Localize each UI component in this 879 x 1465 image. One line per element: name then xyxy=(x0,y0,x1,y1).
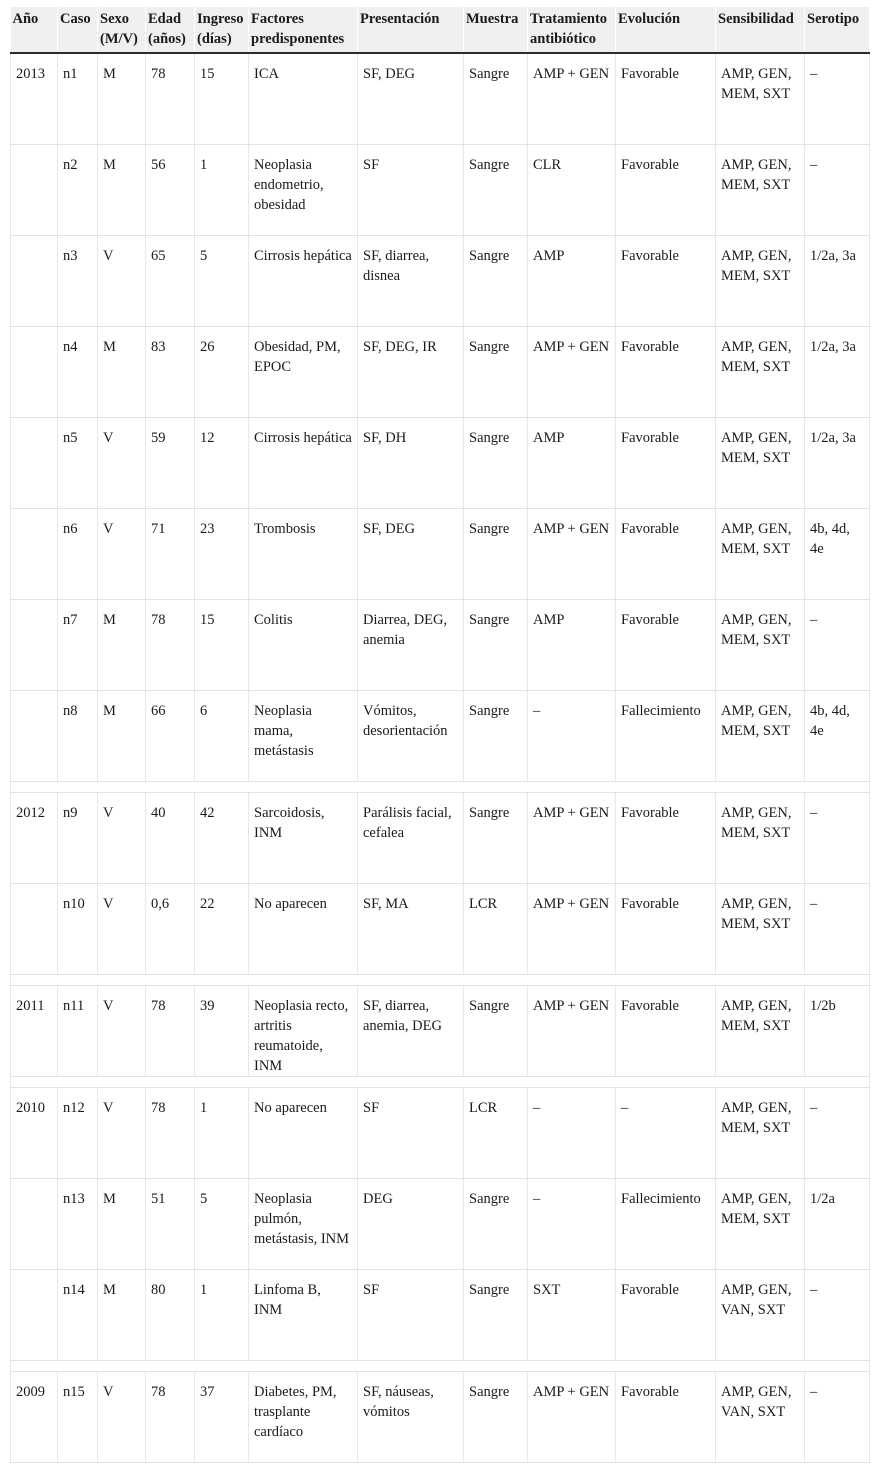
cell-case: n3 xyxy=(58,235,98,326)
cell-admission: 1 xyxy=(195,1269,249,1360)
group-separator xyxy=(11,974,870,985)
cell-admission: 12 xyxy=(195,417,249,508)
column-header-sample xyxy=(464,7,528,53)
cell-outcome: Favorable xyxy=(616,792,716,883)
cell-presentation: DEG xyxy=(358,1178,464,1269)
cell-case: n12 xyxy=(58,1087,98,1178)
cell-antibiotic-treatment: AMP + GEN xyxy=(528,985,616,1076)
cell-sex: M xyxy=(98,53,146,144)
cell-predisposing-factors: Neoplasia recto, artritis reumatoide, INM xyxy=(249,985,358,1076)
cell-antibiotic-treatment: AMP + GEN xyxy=(528,792,616,883)
cell-admission: 6 xyxy=(195,690,249,781)
cell-antibiotic-treatment: CLR xyxy=(528,144,616,235)
column-header-line: Edad xyxy=(148,11,182,27)
column-header-presentation xyxy=(358,7,464,53)
cell-case: n6 xyxy=(58,508,98,599)
table-row xyxy=(11,985,870,1076)
cell-antibiotic-treatment: SXT xyxy=(528,1269,616,1360)
cell-sex: M xyxy=(98,1269,146,1360)
cell-sensitivity: AMP, GEN, MEM, SXT xyxy=(716,690,805,781)
cell-case: n11 xyxy=(58,985,98,1076)
cell-sensitivity: AMP, GEN, MEM, SXT xyxy=(716,144,805,235)
cell-sensitivity: AMP, GEN, MEM, SXT xyxy=(716,985,805,1076)
column-header-sex xyxy=(98,7,146,53)
cell-serotype: 1/2a, 3a xyxy=(805,326,870,417)
table-row xyxy=(11,599,870,690)
cell-age: 71 xyxy=(146,508,195,599)
table-row xyxy=(11,1178,870,1269)
cell-sample: LCR xyxy=(464,1087,528,1178)
column-header-admission xyxy=(195,7,249,53)
cell-age: 78 xyxy=(146,53,195,144)
cell-serotype: – xyxy=(805,792,870,883)
cell-predisposing-factors: No aparecen xyxy=(249,1087,358,1178)
cell-predisposing-factors: No aparecen xyxy=(249,883,358,974)
cell-outcome: Favorable xyxy=(616,985,716,1076)
cell-case: n8 xyxy=(58,690,98,781)
table-row xyxy=(11,1371,870,1462)
cell-sensitivity: AMP, GEN, VAN, SXT xyxy=(716,1371,805,1462)
cell-outcome: Favorable xyxy=(616,883,716,974)
cell-predisposing-factors: Cirrosis hepática xyxy=(249,235,358,326)
cell-age: 65 xyxy=(146,235,195,326)
cell-antibiotic-treatment: – xyxy=(528,1087,616,1178)
cell-age: 83 xyxy=(146,326,195,417)
cell-antibiotic-treatment: AMP + GEN xyxy=(528,1371,616,1462)
cell-year xyxy=(11,417,58,508)
cell-predisposing-factors: Diabetes, PM, trasplante cardíaco xyxy=(249,1371,358,1462)
cell-antibiotic-treatment: AMP xyxy=(528,599,616,690)
cell-outcome: Favorable xyxy=(616,417,716,508)
cell-serotype: 4b, 4d, 4e xyxy=(805,690,870,781)
cell-year xyxy=(11,1269,58,1360)
header-row xyxy=(11,7,870,53)
cell-outcome: Favorable xyxy=(616,508,716,599)
column-header-line: Presentación xyxy=(360,11,440,27)
cell-year: 2013 xyxy=(11,53,58,144)
cell-presentation: Parálisis facial, cefalea xyxy=(358,792,464,883)
cell-sample: LCR xyxy=(464,883,528,974)
cell-antibiotic-treatment: – xyxy=(528,1178,616,1269)
cell-year: 2010 xyxy=(11,1087,58,1178)
cell-predisposing-factors: Neoplasia mama, metástasis xyxy=(249,690,358,781)
cell-predisposing-factors: Obesidad, PM, EPOC xyxy=(249,326,358,417)
cell-serotype: 1/2b xyxy=(805,985,870,1076)
cases-table xyxy=(10,7,870,1463)
cell-sensitivity: AMP, GEN, VAN, SXT xyxy=(716,1269,805,1360)
group-separator xyxy=(11,1076,870,1087)
cell-sample: Sangre xyxy=(464,690,528,781)
cell-serotype: – xyxy=(805,1371,870,1462)
cell-sensitivity: AMP, GEN, MEM, SXT xyxy=(716,792,805,883)
cell-year xyxy=(11,1178,58,1269)
cell-sex: V xyxy=(98,985,146,1076)
table-row xyxy=(11,792,870,883)
cell-admission: 37 xyxy=(195,1371,249,1462)
cell-predisposing-factors: Neoplasia endometrio, obesidad xyxy=(249,144,358,235)
cell-sample: Sangre xyxy=(464,1178,528,1269)
cell-case: n2 xyxy=(58,144,98,235)
cell-serotype: 4b, 4d, 4e xyxy=(805,508,870,599)
table-header xyxy=(11,7,870,53)
cell-admission: 22 xyxy=(195,883,249,974)
column-header-subline: antibiótico xyxy=(530,31,597,47)
cell-presentation: SF xyxy=(358,144,464,235)
cell-age: 59 xyxy=(146,417,195,508)
cell-admission: 1 xyxy=(195,144,249,235)
cell-age: 66 xyxy=(146,690,195,781)
column-header-serotype xyxy=(805,7,870,53)
cell-presentation: SF, DEG, IR xyxy=(358,326,464,417)
cell-sex: V xyxy=(98,1087,146,1178)
table-row xyxy=(11,1269,870,1360)
cell-age: 78 xyxy=(146,599,195,690)
cell-year xyxy=(11,883,58,974)
cell-sample: Sangre xyxy=(464,985,528,1076)
cell-antibiotic-treatment: AMP + GEN xyxy=(528,508,616,599)
cell-presentation: SF, DEG xyxy=(358,53,464,144)
group-separator xyxy=(11,781,870,792)
cell-sex: M xyxy=(98,144,146,235)
table-row xyxy=(11,690,870,781)
cell-presentation: SF xyxy=(358,1087,464,1178)
cell-sensitivity: AMP, GEN, MEM, SXT xyxy=(716,599,805,690)
cell-sensitivity: AMP, GEN, MEM, SXT xyxy=(716,1087,805,1178)
cell-outcome: Favorable xyxy=(616,235,716,326)
cell-sex: V xyxy=(98,883,146,974)
table-row xyxy=(11,326,870,417)
cell-presentation: Vómitos, desorientación xyxy=(358,690,464,781)
cell-case: n5 xyxy=(58,417,98,508)
table-row xyxy=(11,417,870,508)
cell-admission: 26 xyxy=(195,326,249,417)
cell-admission: 42 xyxy=(195,792,249,883)
cell-serotype: – xyxy=(805,144,870,235)
cell-predisposing-factors: Trombosis xyxy=(249,508,358,599)
cell-admission: 15 xyxy=(195,599,249,690)
cell-age: 78 xyxy=(146,1371,195,1462)
cell-age: 40 xyxy=(146,792,195,883)
cell-sensitivity: AMP, GEN, MEM, SXT xyxy=(716,508,805,599)
cell-sample: Sangre xyxy=(464,792,528,883)
cell-year xyxy=(11,144,58,235)
separator-cell xyxy=(11,1360,870,1371)
cell-case: n1 xyxy=(58,53,98,144)
cell-case: n13 xyxy=(58,1178,98,1269)
cell-predisposing-factors: Colitis xyxy=(249,599,358,690)
cell-year xyxy=(11,690,58,781)
cell-sex: V xyxy=(98,792,146,883)
column-header-line: Tratamiento xyxy=(530,11,608,27)
cell-age: 56 xyxy=(146,144,195,235)
cell-year: 2011 xyxy=(11,985,58,1076)
column-header-line: Muestra xyxy=(466,11,519,27)
cell-sex: V xyxy=(98,417,146,508)
cell-outcome: Favorable xyxy=(616,326,716,417)
separator-cell xyxy=(11,781,870,792)
cell-outcome: Favorable xyxy=(616,599,716,690)
cell-year xyxy=(11,326,58,417)
cell-serotype: – xyxy=(805,1087,870,1178)
cell-sex: M xyxy=(98,690,146,781)
cell-outcome: – xyxy=(616,1087,716,1178)
column-header-subline: predisponentes xyxy=(251,31,345,47)
cell-predisposing-factors: Neoplasia pulmón, metástasis, INM xyxy=(249,1178,358,1269)
cell-sample: Sangre xyxy=(464,53,528,144)
column-header-predisposing-factors xyxy=(249,7,358,53)
cell-age: 0,6 xyxy=(146,883,195,974)
cell-sample: Sangre xyxy=(464,235,528,326)
cell-antibiotic-treatment: AMP + GEN xyxy=(528,53,616,144)
column-header-line: Sexo xyxy=(100,11,129,27)
table-row xyxy=(11,1087,870,1178)
cell-admission: 39 xyxy=(195,985,249,1076)
cell-presentation: SF, DEG xyxy=(358,508,464,599)
column-header-case xyxy=(58,7,98,53)
cell-antibiotic-treatment: AMP + GEN xyxy=(528,883,616,974)
cell-sex: M xyxy=(98,1178,146,1269)
cell-outcome: Fallecimiento xyxy=(616,1178,716,1269)
column-header-year xyxy=(11,7,58,53)
cell-sex: M xyxy=(98,326,146,417)
cell-sensitivity: AMP, GEN, MEM, SXT xyxy=(716,417,805,508)
cell-sex: V xyxy=(98,508,146,599)
cell-serotype: 1/2a, 3a xyxy=(805,235,870,326)
cell-predisposing-factors: Sarcoidosis, INM xyxy=(249,792,358,883)
cell-presentation: Diarrea, DEG, anemia xyxy=(358,599,464,690)
cell-presentation: SF, diarrea, anemia, DEG xyxy=(358,985,464,1076)
cell-year xyxy=(11,508,58,599)
cell-sample: Sangre xyxy=(464,1371,528,1462)
cell-admission: 5 xyxy=(195,235,249,326)
table-body xyxy=(11,53,870,1462)
cell-outcome: Favorable xyxy=(616,1371,716,1462)
cell-case: n9 xyxy=(58,792,98,883)
cell-sample: Sangre xyxy=(464,326,528,417)
column-header-subline: (M/V) xyxy=(100,31,138,47)
cell-sensitivity: AMP, GEN, MEM, SXT xyxy=(716,235,805,326)
cell-presentation: SF, diarrea, disnea xyxy=(358,235,464,326)
table-row xyxy=(11,235,870,326)
cell-antibiotic-treatment: – xyxy=(528,690,616,781)
cell-year: 2012 xyxy=(11,792,58,883)
cell-sex: V xyxy=(98,235,146,326)
cell-predisposing-factors: Cirrosis hepática xyxy=(249,417,358,508)
column-header-line: Factores xyxy=(251,11,304,27)
cell-admission: 5 xyxy=(195,1178,249,1269)
column-header-outcome xyxy=(616,7,716,53)
cell-case: n7 xyxy=(58,599,98,690)
table-row xyxy=(11,144,870,235)
column-header-line: Ingreso xyxy=(197,11,244,27)
cell-year: 2009 xyxy=(11,1371,58,1462)
cell-case: n15 xyxy=(58,1371,98,1462)
cell-sample: Sangre xyxy=(464,417,528,508)
cell-serotype: – xyxy=(805,883,870,974)
cell-outcome: Favorable xyxy=(616,1269,716,1360)
cell-antibiotic-treatment: AMP + GEN xyxy=(528,326,616,417)
column-header-age xyxy=(146,7,195,53)
cell-year xyxy=(11,235,58,326)
column-header-subline: (días) xyxy=(197,31,232,47)
cell-sensitivity: AMP, GEN, MEM, SXT xyxy=(716,883,805,974)
cell-age: 78 xyxy=(146,985,195,1076)
table-row xyxy=(11,883,870,974)
cell-presentation: SF, MA xyxy=(358,883,464,974)
cell-sex: V xyxy=(98,1371,146,1462)
column-header-line: Caso xyxy=(60,11,91,27)
separator-cell xyxy=(11,974,870,985)
cell-sample: Sangre xyxy=(464,1269,528,1360)
cell-serotype: – xyxy=(805,599,870,690)
cell-serotype: – xyxy=(805,53,870,144)
cell-serotype: 1/2a xyxy=(805,1178,870,1269)
cell-sensitivity: AMP, GEN, MEM, SXT xyxy=(716,53,805,144)
cell-sample: Sangre xyxy=(464,599,528,690)
column-header-antibiotic-treatment xyxy=(528,7,616,53)
cell-predisposing-factors: ICA xyxy=(249,53,358,144)
cell-serotype: 1/2a, 3a xyxy=(805,417,870,508)
cell-case: n4 xyxy=(58,326,98,417)
cell-outcome: Favorable xyxy=(616,144,716,235)
column-header-line: Evolución xyxy=(618,11,681,27)
cell-sample: Sangre xyxy=(464,144,528,235)
cell-antibiotic-treatment: AMP xyxy=(528,417,616,508)
cell-presentation: SF, náuseas, vómitos xyxy=(358,1371,464,1462)
cell-predisposing-factors: Linfoma B, INM xyxy=(249,1269,358,1360)
cell-serotype: – xyxy=(805,1269,870,1360)
cell-outcome: Fallecimiento xyxy=(616,690,716,781)
group-separator xyxy=(11,1360,870,1371)
cell-case: n10 xyxy=(58,883,98,974)
cell-presentation: SF xyxy=(358,1269,464,1360)
cell-age: 80 xyxy=(146,1269,195,1360)
column-header-line: Año xyxy=(12,11,39,27)
cell-admission: 1 xyxy=(195,1087,249,1178)
cell-sex: M xyxy=(98,599,146,690)
table-row xyxy=(11,53,870,144)
cell-age: 51 xyxy=(146,1178,195,1269)
cell-admission: 15 xyxy=(195,53,249,144)
column-header-line: Serotipo xyxy=(807,11,860,27)
cell-outcome: Favorable xyxy=(616,53,716,144)
cell-case: n14 xyxy=(58,1269,98,1360)
cell-year xyxy=(11,599,58,690)
cell-sensitivity: AMP, GEN, MEM, SXT xyxy=(716,1178,805,1269)
table-row xyxy=(11,508,870,599)
cell-sample: Sangre xyxy=(464,508,528,599)
cell-age: 78 xyxy=(146,1087,195,1178)
cell-sensitivity: AMP, GEN, MEM, SXT xyxy=(716,326,805,417)
separator-cell xyxy=(11,1076,870,1087)
column-header-subline: (años) xyxy=(148,31,186,47)
column-header-line: Sensibilidad xyxy=(718,11,794,27)
cell-presentation: SF, DH xyxy=(358,417,464,508)
cell-antibiotic-treatment: AMP xyxy=(528,235,616,326)
column-header-sensitivity xyxy=(716,7,805,53)
cell-admission: 23 xyxy=(195,508,249,599)
